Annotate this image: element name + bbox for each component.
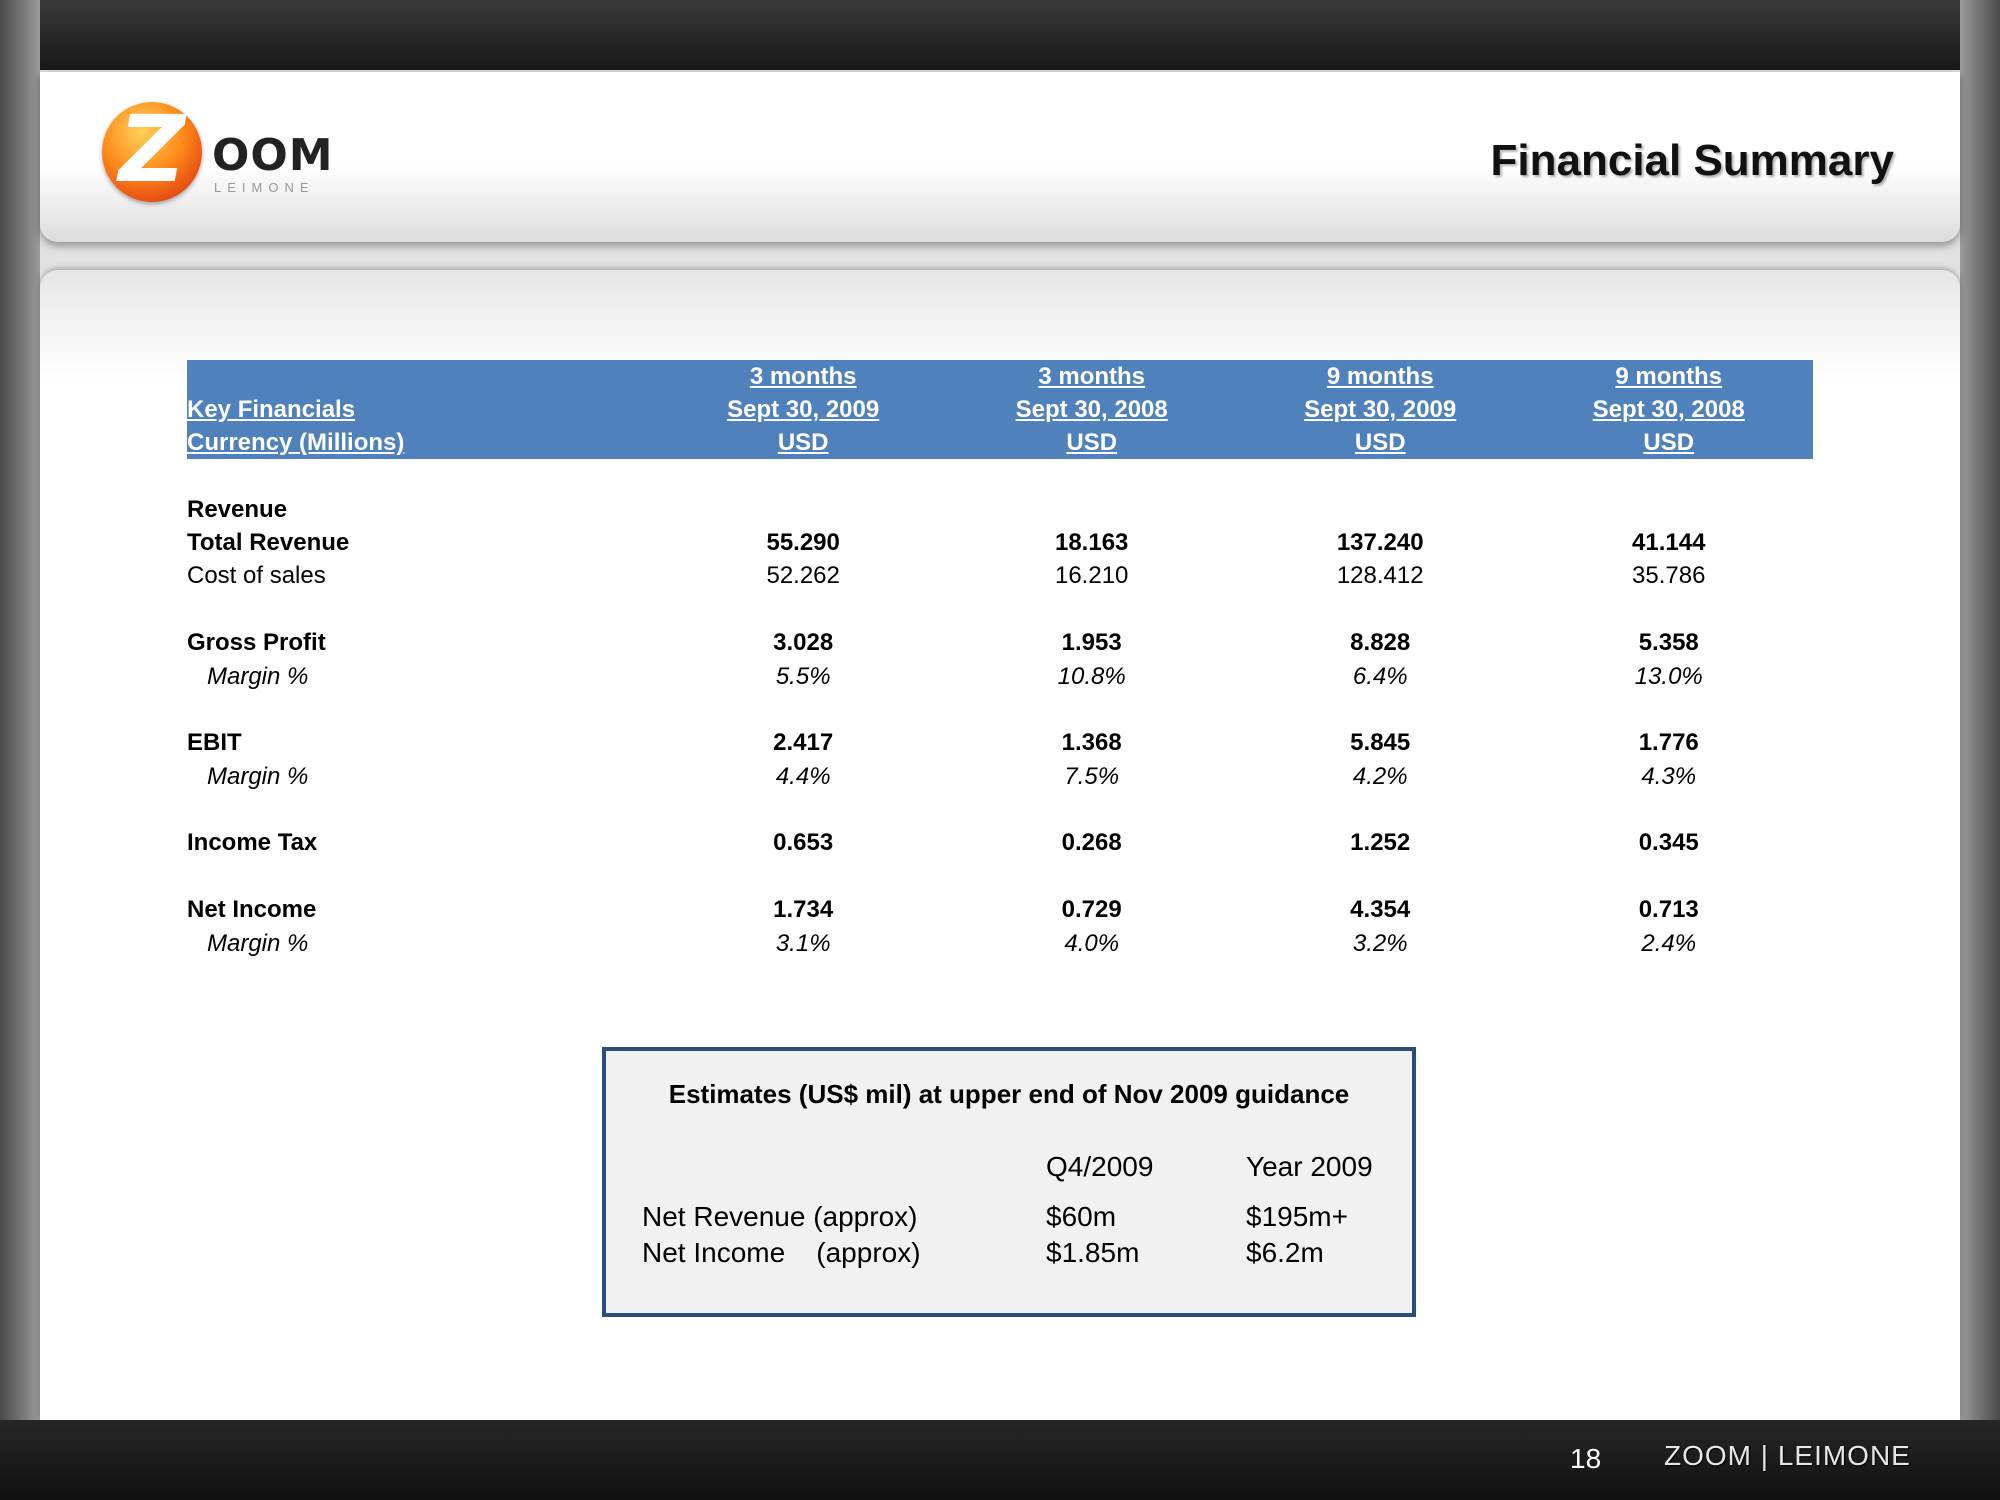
estimates-col-q4: Q4/2009 xyxy=(1046,1151,1154,1182)
row-value: 4.354 xyxy=(1350,896,1411,924)
row-label: Income Tax xyxy=(187,829,318,857)
row-label: Gross Profit xyxy=(187,629,326,657)
row-value: 6.4% xyxy=(1352,662,1408,690)
row-value: 5.5% xyxy=(775,662,831,690)
table-header-cell: Key Financials xyxy=(187,393,659,426)
row-value: 1.734 xyxy=(773,896,834,924)
row-value: 8.828 xyxy=(1350,629,1411,657)
table-header-row xyxy=(187,426,1813,459)
row-value: 13.0% xyxy=(1634,662,1703,690)
estimates-row-year: $6.2m xyxy=(1246,1237,1324,1268)
row-value: 5.845 xyxy=(1350,729,1411,757)
table-header-cell: 9 months xyxy=(1236,360,1525,393)
table-header-cell: USD xyxy=(947,426,1236,459)
page-number: 18 xyxy=(1570,1443,1602,1474)
table-row xyxy=(187,826,1813,859)
spacer-row xyxy=(187,459,1813,492)
table-header-cell: Sept 30, 2009 xyxy=(659,393,948,426)
row-value: 128.412 xyxy=(1336,562,1424,590)
spacer-row xyxy=(187,860,1813,893)
table-header-cell: Currency (Millions) xyxy=(187,426,659,459)
table-row xyxy=(187,492,1813,525)
row-value: 3.2% xyxy=(1352,929,1408,957)
row-value xyxy=(1236,492,1525,525)
row-label: Total Revenue xyxy=(187,528,350,556)
row-label: Margin % xyxy=(207,929,309,957)
row-value: 7.5% xyxy=(1064,762,1120,790)
page-title: Financial Summary xyxy=(1490,136,1894,185)
row-value: 4.3% xyxy=(1641,762,1697,790)
row-value: 35.786 xyxy=(1632,562,1706,590)
table-header-cell: 3 months xyxy=(659,360,948,393)
estimates-title: Estimates (US$ mil) at upper end of Nov 2009 guidance xyxy=(668,1079,1350,1109)
row-label: Revenue xyxy=(187,495,288,523)
spacer-row xyxy=(187,693,1813,726)
row-value: 3.028 xyxy=(773,629,834,657)
logo-subtext: LEIMONE xyxy=(214,180,315,195)
table-row xyxy=(187,626,1813,659)
row-label: Margin % xyxy=(207,762,309,790)
top-bar xyxy=(0,0,2000,76)
row-value: 0.268 xyxy=(1061,829,1122,857)
table-header-cell: USD xyxy=(1236,426,1525,459)
right-frame xyxy=(1960,0,2000,1500)
table-row xyxy=(187,526,1813,559)
estimates-row-q4: $60m xyxy=(1046,1201,1117,1232)
table-row xyxy=(187,726,1813,759)
row-value: 18.163 xyxy=(1054,528,1129,556)
row-value: 55.290 xyxy=(766,528,840,556)
logo-word: OOM xyxy=(212,130,334,181)
table-row xyxy=(187,659,1813,692)
row-value: 4.0% xyxy=(1064,929,1120,957)
row-value: 4.4% xyxy=(775,762,831,790)
table-row xyxy=(187,760,1813,793)
table-row xyxy=(187,926,1813,959)
row-value: 0.345 xyxy=(1638,829,1699,857)
table-header-cell: Sept 30, 2009 xyxy=(1236,393,1525,426)
row-label: Margin % xyxy=(207,662,309,690)
table-header-cell: Sept 30, 2008 xyxy=(947,393,1236,426)
row-value: 0.729 xyxy=(1061,896,1122,924)
row-value: 2.417 xyxy=(773,729,834,757)
logo-mark: Z xyxy=(118,96,186,203)
table-header-cell: 9 months xyxy=(1524,360,1813,393)
estimates-row-year: $195m+ xyxy=(1246,1201,1348,1232)
table-header-cell xyxy=(187,360,659,393)
row-value xyxy=(659,492,948,525)
table-header-cell: USD xyxy=(1524,426,1813,459)
left-frame xyxy=(0,0,40,1500)
estimates-row-label: Net Income (approx) xyxy=(642,1237,921,1268)
table-row xyxy=(187,559,1813,592)
estimates-row-label: Net Revenue (approx) xyxy=(642,1201,918,1232)
row-value: 1.368 xyxy=(1061,729,1122,757)
row-value: 137.240 xyxy=(1336,528,1424,556)
row-value: 1.252 xyxy=(1350,829,1411,857)
row-value: 10.8% xyxy=(1057,662,1126,690)
row-value: 3.1% xyxy=(775,929,831,957)
row-value: 16.210 xyxy=(1054,562,1129,590)
footer-brand: ZOOM | LEIMONE xyxy=(1664,1440,1911,1471)
row-label: Net Income xyxy=(187,896,317,924)
estimates-row-q4: $1.85m xyxy=(1046,1237,1140,1268)
row-label: EBIT xyxy=(187,729,242,757)
row-value: 5.358 xyxy=(1638,629,1699,657)
table-header-row xyxy=(187,360,1813,393)
row-value: 52.262 xyxy=(766,562,840,590)
table-header-cell: 3 months xyxy=(947,360,1236,393)
spacer-row xyxy=(187,593,1813,626)
zoom-logo xyxy=(102,96,334,210)
row-value: 4.2% xyxy=(1352,762,1408,790)
table-header-cell: USD xyxy=(659,426,948,459)
row-value xyxy=(1524,492,1813,525)
spacer-row xyxy=(187,793,1813,826)
row-value: 41.144 xyxy=(1632,528,1706,556)
table-header-cell: Sept 30, 2008 xyxy=(1524,393,1813,426)
key-financials-table xyxy=(187,360,1813,960)
estimates-col-year: Year 2009 xyxy=(1246,1151,1373,1182)
row-value xyxy=(947,492,1236,525)
table-header-row xyxy=(187,393,1813,426)
row-value: 0.713 xyxy=(1638,896,1699,924)
row-value: 1.953 xyxy=(1061,629,1122,657)
estimates-box xyxy=(602,1047,1416,1317)
row-label: Cost of sales xyxy=(187,562,326,590)
table-row xyxy=(187,893,1813,926)
row-value: 1.776 xyxy=(1638,729,1699,757)
row-value: 0.653 xyxy=(773,829,834,857)
row-value: 2.4% xyxy=(1641,929,1697,957)
